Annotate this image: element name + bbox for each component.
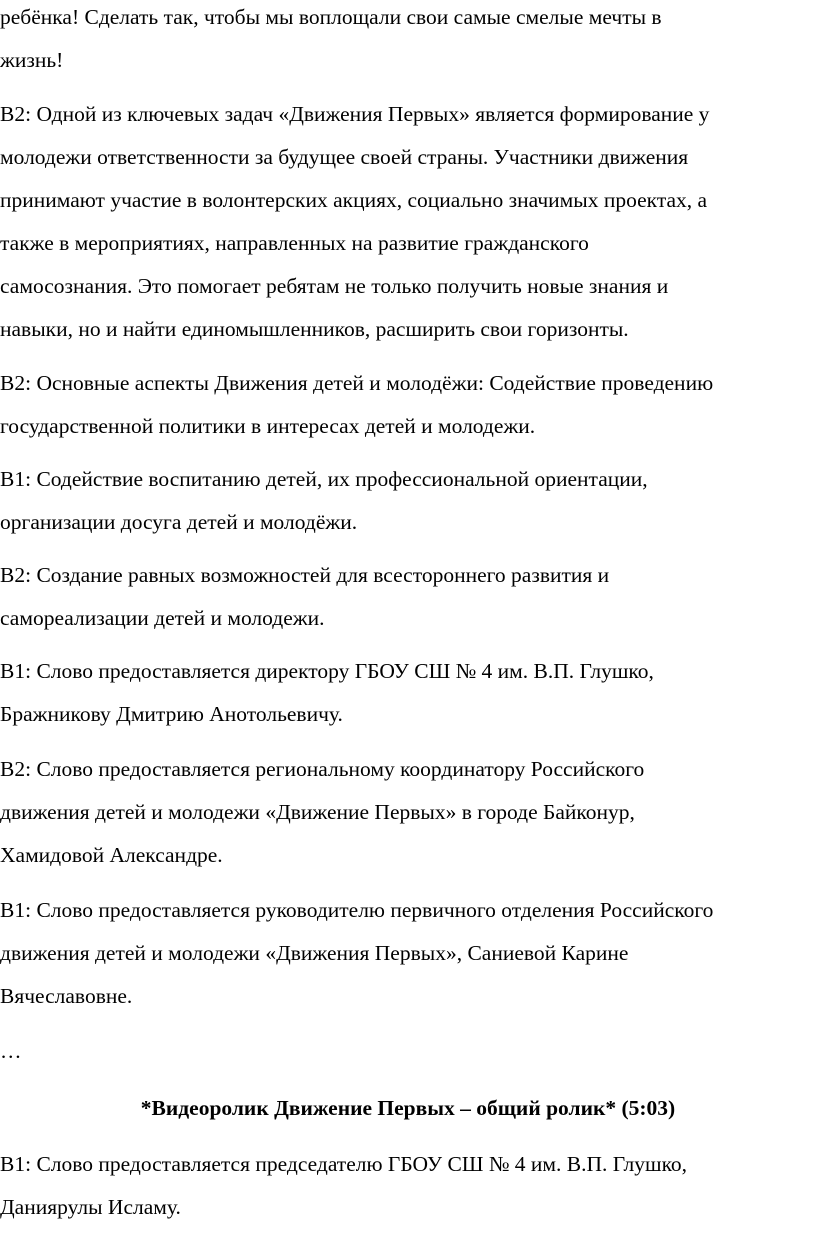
paragraph-v2-coordinator [0, 748, 816, 877]
text-line: В2: Слово предоставляется региональному координатору Российского [0, 757, 645, 781]
paragraph-ellipsis [0, 1030, 816, 1073]
paragraph-v1-director [0, 650, 816, 736]
text-line: В1: Слово предоставляется председателю ГБОУ СШ № 4 им. В.П. Глушко, [0, 1152, 688, 1176]
text-line: государственной политики в интересах детей и молодежи. [0, 414, 536, 438]
text-line: движения детей и молодежи «Движение Первых» в городе Байконур, [0, 800, 635, 824]
paragraph-intro-end [0, 0, 816, 82]
text-line: Вячеславовне. [0, 984, 133, 1008]
text-line: принимают участие в волонтерских акциях, социально значимых проектах, а [0, 188, 708, 212]
paragraph-v1-upbringing [0, 458, 816, 544]
text-line: жизнь! [0, 48, 64, 72]
text-line: организации досуга детей и молодёжи. [0, 510, 358, 534]
text-line: В2: Основные аспекты Движения детей и молодёжи: Содействие проведению [0, 371, 714, 395]
paragraph-v1-chairman [0, 1143, 816, 1229]
text-line: самореализации детей и молодежи. [0, 606, 325, 630]
text-line: В1: Слово предоставляется директору ГБОУ СШ № 4 им. В.П. Глушко, [0, 659, 654, 683]
paragraph-v2-key-tasks [0, 93, 816, 351]
paragraph-v2-equal-opportunities [0, 554, 816, 640]
text-line: В2: Одной из ключевых задач «Движения Первых» является формирование у [0, 102, 710, 126]
paragraph-v2-main-aspects [0, 362, 816, 448]
text-line: навыки, но и найти единомышленников, расширить свои горизонты. [0, 317, 629, 341]
text-line: В1: Слово предоставляется руководителю первичного отделения Российского [0, 898, 714, 922]
text-line: ребёнка! Сделать так, чтобы мы воплощали свои самые смелые мечты в [0, 5, 662, 29]
text-line: Даниярулы Исламу. [0, 1195, 181, 1219]
video-heading: *Видеоролик Движение Первых – общий ролик* (5:03) [140, 1096, 676, 1120]
text-line: В2: Создание равных возможностей для всестороннего развития и [0, 563, 610, 587]
text-line: Бражникову Дмитрию Анотольевичу. [0, 702, 343, 726]
text-line: В1: Содействие воспитанию детей, их профессиональной ориентации, [0, 467, 648, 491]
text-line: движения детей и молодежи «Движения Первых», Саниевой Карине [0, 941, 629, 965]
paragraph-v1-branch-head [0, 889, 816, 1018]
text-line: самосознания. Это помогает ребятам не только получить новые знания и [0, 274, 669, 298]
text-line: молодежи ответственности за будущее своей страны. Участники движения [0, 145, 689, 169]
text-line: также в мероприятиях, направленных на развитие гражданского [0, 231, 589, 255]
text-line: Хамидовой Александре. [0, 843, 223, 867]
text-line: … [0, 1039, 22, 1063]
